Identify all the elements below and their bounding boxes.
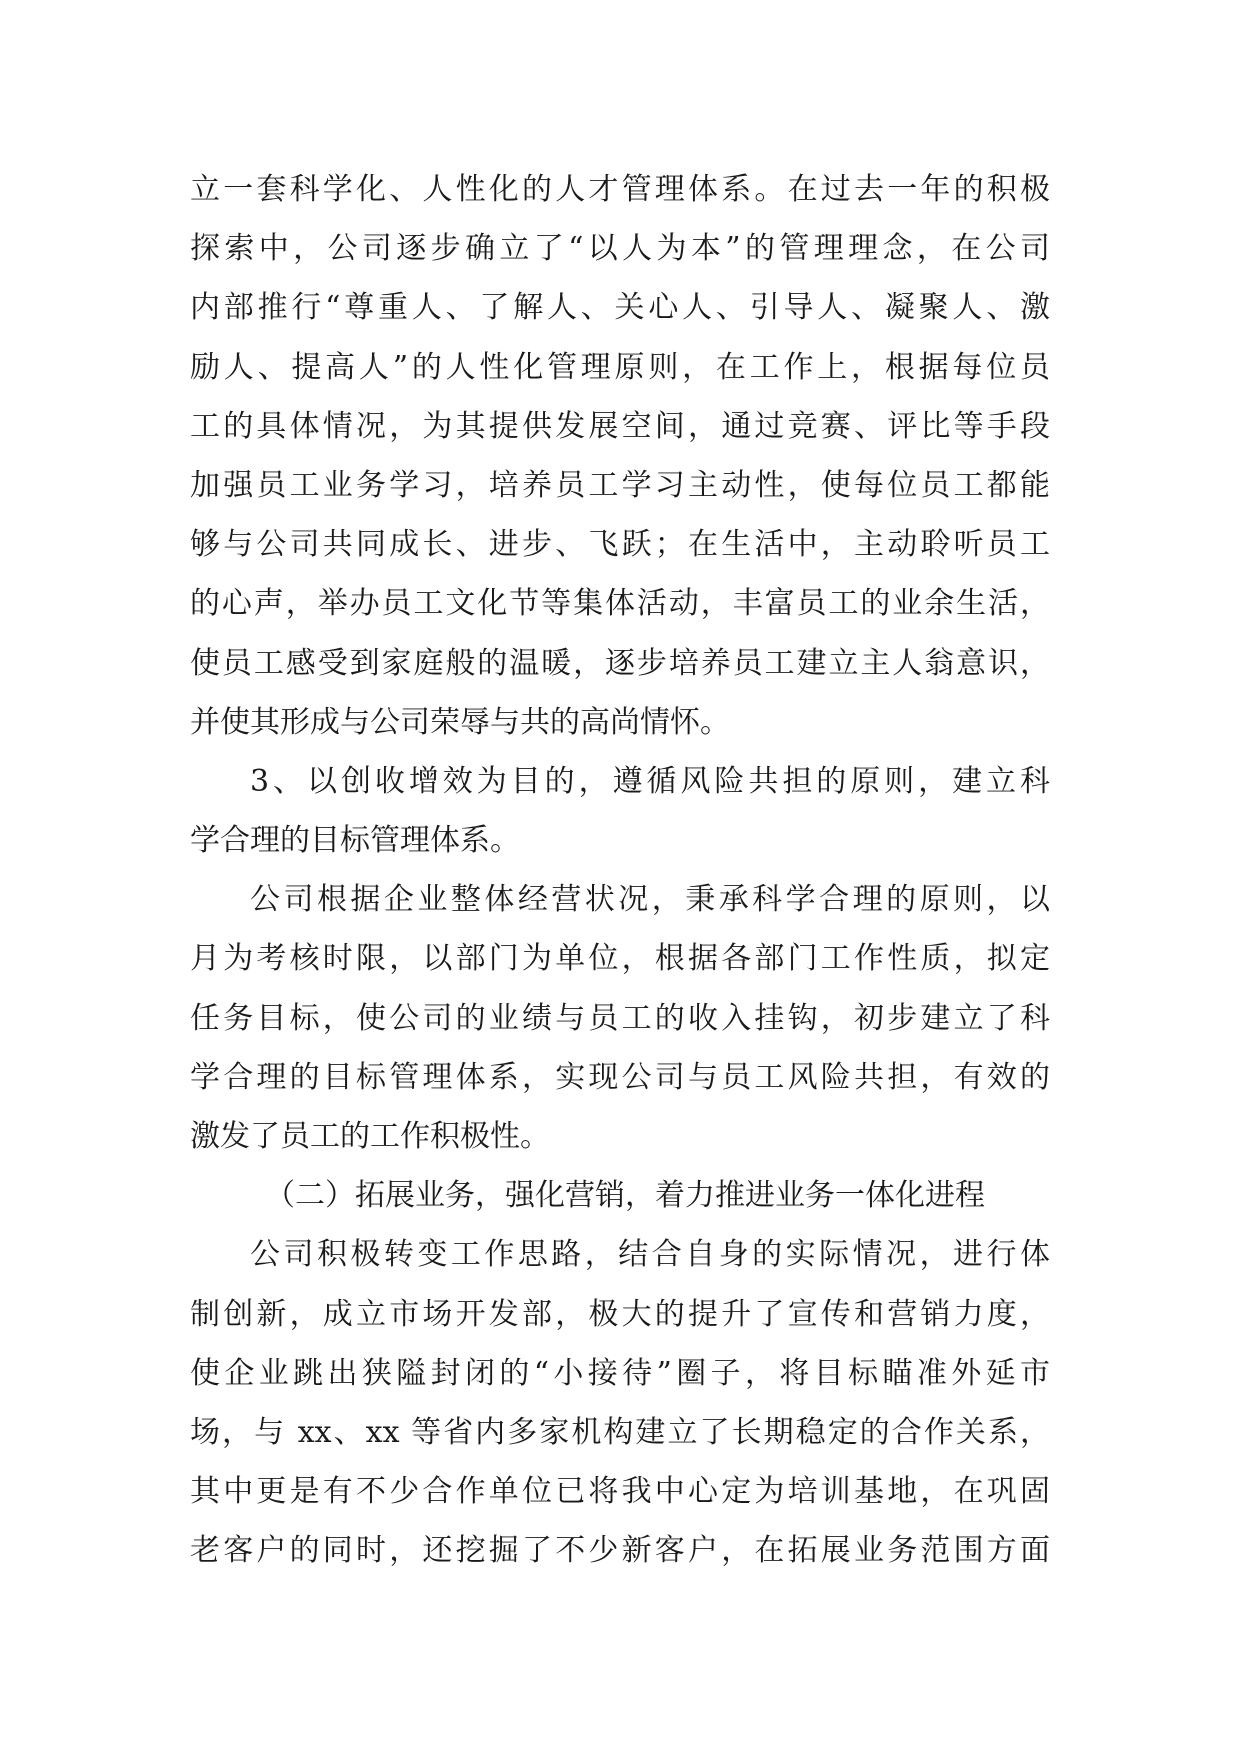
text-line: 学合理的目标管理体系。 (190, 823, 520, 859)
text-line: 内部推行“尊重人、了解人、关心人、引导人、凝聚人、激 (190, 290, 1050, 326)
text-line: 激发了员工的工作积极性。 (190, 1119, 550, 1154)
text-line: 使员工感受到家庭般的温暖，逐步培养员工建立主人翁意识， (190, 645, 1050, 681)
text-line: 任务目标，使公司的业绩与员工的收入挂钩，初步建立了科 (190, 1000, 1050, 1036)
text-line: 并使其形成与公司荣辱与共的高尚情怀。 (190, 704, 730, 740)
section-heading-3: 3、以创收增效为目的，遵循风险共担的原则，建立科 (250, 763, 1050, 799)
text-line: 加强员工业务学习，培养员工学习主动性，使每位员工都能 (190, 467, 1050, 503)
text-line: 励人、提高人”的人性化管理原则，在工作上，根据每位员 (190, 349, 1050, 385)
text-line: 老客户的同时，还挖掘了不少新客户，在拓展业务范围方面 (190, 1533, 1050, 1569)
text-line: 使企业跳出狭隘封闭的“小接待”圈子，将目标瞄准外延市 (190, 1355, 1050, 1391)
text-line: 探索中，公司逐步确立了“以人为本”的管理理念，在公司 (190, 231, 1050, 267)
text-line: 工的具体情况，为其提供发展空间，通过竞赛、评比等手段 (190, 408, 1050, 444)
document-body (190, 160, 1050, 1581)
paragraph-start: 公司积极转变工作思路，结合自身的实际情况，进行体 (250, 1237, 1050, 1273)
section-heading-2: （二）拓展业务，强化营销，着力推进业务一体化进程 (265, 1178, 985, 1214)
text-line: 立一套科学化、人性化的人才管理体系。在过去一年的积极 (190, 172, 1050, 207)
text-line: 的心声，举办员工文化节等集体活动，丰富员工的业余生活， (190, 586, 1050, 622)
text-line: 月为考核时限，以部门为单位，根据各部门工作性质，拟定 (190, 941, 1050, 977)
text-line: 够与公司共同成长、进步、飞跃；在生活中，主动聆听员工 (190, 527, 1050, 563)
text-line: 制创新，成立市场开发部，极大的提升了宣传和营销力度， (190, 1296, 1050, 1332)
text-line: 学合理的目标管理体系，实现公司与员工风险共担，有效的 (190, 1059, 1050, 1095)
text-line: 场，与 xx、xx 等省内多家机构建立了长期稳定的合作关系， (190, 1414, 1050, 1450)
text-line: 其中更是有不少合作单位已将我中心定为培训基地，在巩固 (190, 1474, 1050, 1510)
paragraph-start: 公司根据企业整体经营状况，秉承科学合理的原则，以 (250, 882, 1050, 918)
